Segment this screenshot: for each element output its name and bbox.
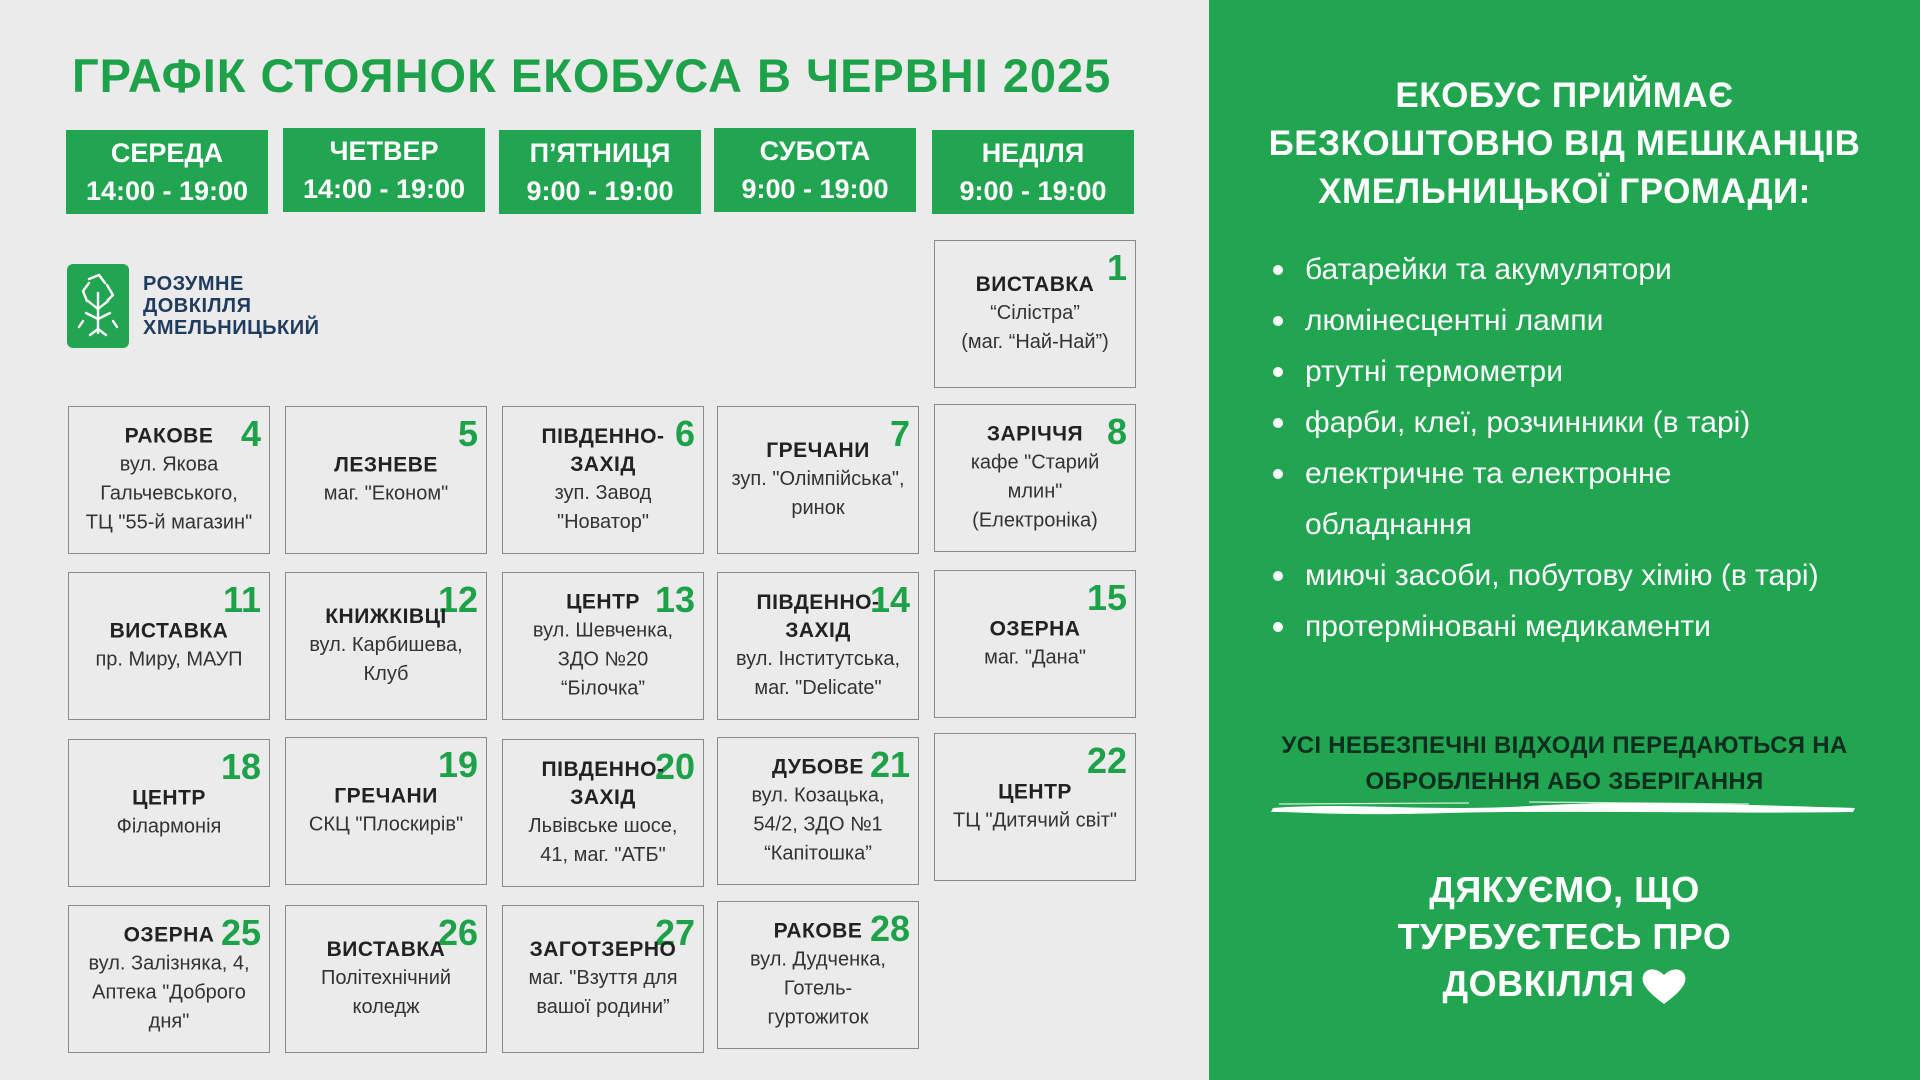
day-name: П’ЯТНИЦЯ	[529, 138, 671, 168]
note-line: УСІ НЕБЕЗПЕЧНІ ВІДХОДИ ПЕРЕДАЮТЬСЯ НА	[1281, 732, 1848, 759]
day-time: 9:00 - 19:00	[959, 176, 1107, 206]
location-address: Гальчевського,	[100, 482, 238, 505]
location-address: вашої родини”	[536, 996, 670, 1018]
location-name: ЦЕНТР	[998, 780, 1072, 804]
day-number: 12	[437, 579, 478, 620]
page-title: ГРАФІК СТОЯНОК ЕКОБУСА В ЧЕРВНІ 2025	[72, 49, 1112, 102]
logo-line: РОЗУМНЕ	[143, 273, 244, 295]
calendar-day-cell	[68, 406, 270, 554]
info-panel	[1209, 0, 1920, 1080]
day-number: 1	[1106, 247, 1127, 288]
calendar-day-cell	[285, 737, 487, 885]
calendar-day-cell	[502, 739, 704, 887]
location-name: КНИЖКІВЦІ	[325, 605, 447, 628]
location-address: ЗДО №20	[557, 648, 649, 671]
hazardous-waste-note	[1249, 728, 1880, 800]
location-name: ЦЕНТР	[566, 590, 640, 614]
location-name: ГРЕЧАНИ	[334, 784, 438, 808]
day-number: 19	[437, 744, 478, 785]
location-address: кафе "Старий	[970, 451, 1100, 474]
location-address: Готель-	[783, 977, 853, 1000]
calendar-day-cell	[934, 404, 1136, 552]
cell-content	[69, 785, 269, 842]
location-name: ЗАХІД	[570, 786, 636, 809]
calendar-day-cell	[68, 905, 270, 1053]
calendar-day-cell	[934, 733, 1136, 881]
day-number: 14	[869, 579, 910, 620]
calendar-day-cell	[502, 905, 704, 1053]
calendar-day-cell	[717, 737, 919, 885]
list-item: протерміновані медикаменти	[1271, 601, 1819, 652]
location-name: РАКОВЕ	[124, 424, 214, 448]
location-address: дня"	[148, 1010, 190, 1033]
location-address: Клуб	[363, 663, 409, 685]
location-name: ЦЕНТР	[132, 786, 206, 810]
location-name: ГРЕЧАНИ	[766, 439, 870, 462]
day-number: 28	[869, 908, 910, 949]
calendar-day-cell	[934, 240, 1136, 388]
cell-content	[286, 452, 486, 509]
list-item: миючі засоби, побутову хімію (в тарі)	[1271, 550, 1819, 601]
location-address: "Новатор"	[556, 511, 650, 533]
heading-line: ЕКОБУС ПРИЙМАЄ	[1395, 76, 1734, 115]
day-number: 21	[869, 744, 910, 785]
recycle-tree-icon	[67, 264, 129, 348]
cell-content	[503, 589, 703, 704]
day-number: 25	[220, 912, 261, 953]
logo-text	[143, 273, 320, 339]
location-address: маг. "Дана"	[984, 646, 1086, 669]
day-number: 18	[220, 746, 261, 787]
location-address: (маг. “Най-Най”)	[961, 331, 1109, 353]
day-header-saturday	[714, 128, 916, 212]
accepted-items-list	[1271, 244, 1819, 652]
location-address: Аптека "Доброго	[92, 981, 246, 1004]
location-address: вул. Дудченка,	[750, 948, 886, 971]
thanks-word: ДОВКІЛЛЯ	[1442, 963, 1635, 1004]
cell-content	[718, 437, 918, 523]
location-name: ЗАХІД	[785, 619, 851, 642]
cell-content	[718, 754, 918, 869]
calendar-day-cell	[717, 572, 919, 720]
location-address: зуп. "Олімпійська",	[731, 468, 905, 490]
location-name: ЗАХІД	[570, 453, 636, 476]
day-number: 11	[222, 579, 261, 620]
location-address: Політехнічний	[320, 967, 452, 989]
calendar-day-cell	[285, 572, 487, 720]
thanks-line: ДЯКУЄМО, ЩО	[1429, 869, 1700, 910]
calendar-day-cell	[934, 570, 1136, 718]
calendar-day-cell	[68, 739, 270, 887]
calendar-day-cell	[717, 901, 919, 1049]
logo-line: ХМЕЛЬНИЦЬКИЙ	[143, 317, 320, 339]
list-item: фарби, клеї, розчинники (в тарі)	[1271, 397, 1819, 448]
day-number: 4	[240, 413, 261, 454]
cell-content	[503, 936, 703, 1022]
day-number: 22	[1086, 740, 1127, 781]
heading-line: ХМЕЛЬНИЦЬКОЇ ГРОМАДИ:	[1318, 172, 1811, 211]
day-header-wednesday	[66, 130, 268, 214]
day-time: 14:00 - 19:00	[302, 174, 466, 204]
thanks-message	[1249, 866, 1880, 1007]
day-number: 26	[437, 912, 478, 953]
location-address: зуп. Завод	[554, 482, 652, 504]
day-header-friday	[499, 130, 701, 214]
cell-content	[503, 756, 703, 870]
location-address: Львівське шосе,	[528, 815, 678, 837]
location-address: ТЦ "Дитячий світ"	[952, 809, 1118, 832]
location-name: ВИСТАВКА	[109, 619, 229, 643]
location-name: ЛЕЗНЕВЕ	[334, 453, 438, 477]
day-time: 14:00 - 19:00	[85, 176, 249, 206]
list-item-continuation: обладнання	[1305, 508, 1472, 541]
day-header-thursday	[283, 128, 485, 212]
cell-content	[935, 421, 1135, 536]
day-number: 8	[1106, 411, 1127, 452]
list-item: люмінесцентні лампи	[1271, 295, 1819, 346]
location-address: СКЦ "Плоскирів"	[308, 813, 464, 836]
location-address: млин"	[1007, 480, 1063, 503]
logo	[67, 264, 320, 348]
cell-content	[69, 618, 269, 675]
location-address: “Капітошка”	[764, 842, 872, 865]
location-address: 54/2, ЗДО №1	[753, 813, 883, 836]
day-number: 27	[654, 912, 695, 953]
location-name: ПІВДЕННО-	[756, 591, 880, 614]
cell-content	[718, 589, 918, 703]
day-name: ЧЕТВЕР	[329, 136, 439, 166]
day-time: 9:00 - 19:00	[526, 176, 674, 206]
cell-content	[69, 922, 269, 1037]
location-address: 41, маг. "АТБ"	[540, 844, 666, 866]
location-address: ТЦ "55-й магазин"	[85, 511, 253, 534]
cell-content	[935, 779, 1135, 836]
location-name: ОЗЕРНА	[989, 617, 1081, 641]
location-address: (Електроніка)	[972, 509, 1098, 532]
location-address: маг. "Взуття для	[528, 967, 678, 989]
day-number: 5	[457, 413, 478, 454]
day-number: 7	[889, 413, 910, 454]
day-number: 13	[654, 579, 695, 620]
location-address: вул. Інститутська,	[735, 648, 901, 670]
day-number: 6	[674, 413, 695, 454]
calendar-day-cell	[285, 905, 487, 1053]
calendar-day-cell	[502, 406, 704, 554]
location-name: ПІВДЕННО-	[541, 425, 665, 448]
accepted-heading	[1249, 72, 1880, 216]
location-name: ДУБОВЕ	[772, 755, 864, 779]
location-address: вул. Козацька,	[751, 784, 885, 807]
cell-content	[503, 423, 703, 537]
location-name: ПІВДЕННО-	[541, 758, 665, 781]
location-address: “Сілістра”	[990, 302, 1080, 324]
list-item: батарейки та акумулятори	[1271, 244, 1819, 295]
logo-line: ДОВКІЛЛЯ	[143, 295, 252, 317]
calendar-day-cell	[502, 572, 704, 720]
thanks-line	[1249, 960, 1880, 1007]
thanks-line: ТУРБУЄТЕСЬ ПРО	[1397, 916, 1732, 957]
location-name: ЗАГОТЗЕРНО	[529, 938, 677, 961]
location-name: ВИСТАВКА	[975, 273, 1095, 296]
day-header-sunday	[932, 130, 1134, 214]
list-item: ртутні термометри	[1271, 346, 1819, 397]
day-name: НЕДІЛЯ	[981, 138, 1085, 168]
brush-stroke-underline	[1269, 798, 1859, 816]
cell-content	[286, 936, 486, 1022]
heading-line: БЕЗКОШТОВНО ВІД МЕШКАНЦІВ	[1268, 124, 1861, 163]
cell-content	[935, 271, 1135, 357]
day-number: 15	[1086, 577, 1127, 618]
day-time: 9:00 - 19:00	[741, 174, 889, 204]
heart-icon	[1641, 966, 1687, 1006]
calendar-day-cell	[68, 572, 270, 720]
calendar-day-cell	[285, 406, 487, 554]
list-item: електричне та електронне	[1271, 448, 1819, 499]
cell-content	[935, 616, 1135, 673]
location-address: маг. "Delicate"	[754, 677, 882, 699]
cell-content	[286, 603, 486, 689]
location-name: ЗАРІЧЧЯ	[986, 422, 1084, 446]
day-name: СЕРЕДА	[110, 138, 224, 168]
location-address: гуртожиток	[767, 1006, 869, 1029]
location-address: Філармонія	[116, 815, 222, 838]
location-address: “Білочка”	[560, 677, 646, 700]
day-name: СУБОТА	[759, 136, 871, 166]
cell-content	[718, 918, 918, 1033]
calendar-day-cell	[717, 406, 919, 554]
location-name: РАКОВЕ	[773, 919, 863, 943]
location-address: маг. "Економ"	[323, 482, 449, 505]
location-name: ВИСТАВКА	[326, 938, 446, 961]
note-line: ОБРОБЛЕННЯ АБО ЗБЕРІГАННЯ	[1365, 768, 1764, 795]
location-name: ОЗЕРНА	[123, 923, 215, 947]
location-address: пр. Миру, МАУП	[95, 648, 243, 671]
day-number: 20	[654, 746, 695, 787]
location-address: коледж	[352, 996, 420, 1018]
location-address: вул. Залізняка, 4,	[88, 952, 250, 975]
cell-content	[69, 423, 269, 538]
location-address: ринок	[791, 497, 845, 519]
location-address: вул. Карбишева,	[309, 634, 463, 656]
location-address: вул. Шевченка,	[532, 619, 674, 642]
cell-content	[286, 783, 486, 840]
location-address: вул. Якова	[119, 453, 219, 476]
